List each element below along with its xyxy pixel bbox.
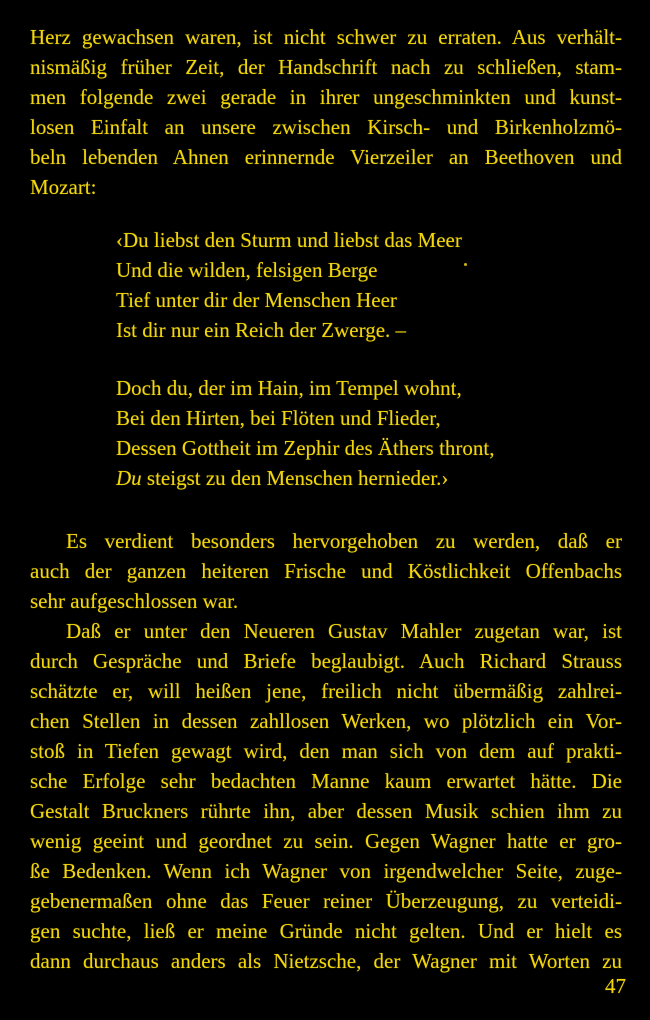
italic-word: Du	[116, 466, 142, 490]
text-line: Ist dir nur ein Reich der Zwerge. –	[116, 318, 407, 342]
text-line: Und die wilden, felsigen Berge	[116, 258, 378, 282]
text-line: Du steigst zu den Menschen hernieder.›	[116, 466, 449, 490]
text-line: wenig geeint und geordnet zu sein. Gegen Wagner hatte er gro-	[30, 829, 622, 853]
text-line: men folgende zwei gerade in ihrer ungeschminkten und kunst-	[30, 85, 622, 109]
text-line: Doch du, der im Hain, im Tempel wohnt,	[116, 376, 462, 400]
text-line: Es verdient besonders hervorgehoben zu werden, daß er	[66, 529, 622, 553]
text-line: schätzte er, will heißen jene, freilich nicht übermäßig zahlrei-	[30, 679, 622, 703]
text-line: Bei den Hirten, bei Flöten und Flieder,	[116, 406, 441, 430]
text-line: Gestalt Bruckners rührte ihn, aber dessen Musik schien ihm zu	[30, 799, 622, 823]
print-speck	[464, 263, 467, 266]
text-line: Daß er unter den Neueren Gustav Mahler zugetan war, ist	[66, 619, 622, 643]
text-line: beln lebenden Ahnen erinnernde Vierzeiler an Beethoven und	[30, 145, 622, 169]
poem-stanza-beethoven	[116, 225, 622, 345]
paragraph-mahler-strauss-wagner	[30, 616, 622, 976]
text-line: chen Stellen in dessen zahllosen Werken, wo plötzlich ein Vor-	[30, 709, 622, 733]
text-line: gen suchte, ließ er meine Gründe nicht gelten. Und er hielt es	[30, 919, 622, 943]
text-line: Dessen Gottheit im Zephir des Äthers thront,	[116, 436, 495, 460]
text-line: auch der ganzen heiteren Frische und Köstlichkeit Offenbachs	[30, 559, 622, 583]
paragraph-offenbach	[30, 526, 622, 616]
text-line: sehr aufgeschlossen war.	[30, 589, 239, 613]
text-line: Tief unter dir der Menschen Heer	[116, 288, 397, 312]
page-text	[30, 22, 622, 976]
text-line: losen Einfalt an unsere zwischen Kirsch- und Birkenholzmö-	[30, 115, 622, 139]
text-line: durch Gespräche und Briefe beglaubigt. Auch Richard Strauss	[30, 649, 622, 673]
paragraph-opening	[30, 22, 622, 202]
page-number: 47	[605, 974, 626, 998]
text-line: Herz gewachsen waren, ist nicht schwer zu erraten. Aus verhält-	[30, 25, 622, 49]
text-line: dann durchaus anders als Nietzsche, der Wagner mit Worten zu	[30, 949, 622, 973]
text-line: stoß in Tiefen gewagt wird, den man sich von dem auf prakti-	[30, 739, 622, 763]
text-line: ße Bedenken. Wenn ich Wagner von irgendwelcher Seite, zuge-	[30, 859, 622, 883]
poem-stanza-mozart	[116, 373, 622, 493]
text-line: sche Erfolge sehr bedachten Manne kaum erwartet hätte. Die	[30, 769, 622, 793]
text-line: gebenermaßen ohne das Feuer reiner Überzeugung, zu verteidi-	[30, 889, 622, 913]
text-line: Mozart:	[30, 175, 97, 199]
text-line: nismäßig früher Zeit, der Handschrift nach zu schließen, stam-	[30, 55, 622, 79]
text-line: ‹Du liebst den Sturm und liebst das Meer	[116, 228, 462, 252]
